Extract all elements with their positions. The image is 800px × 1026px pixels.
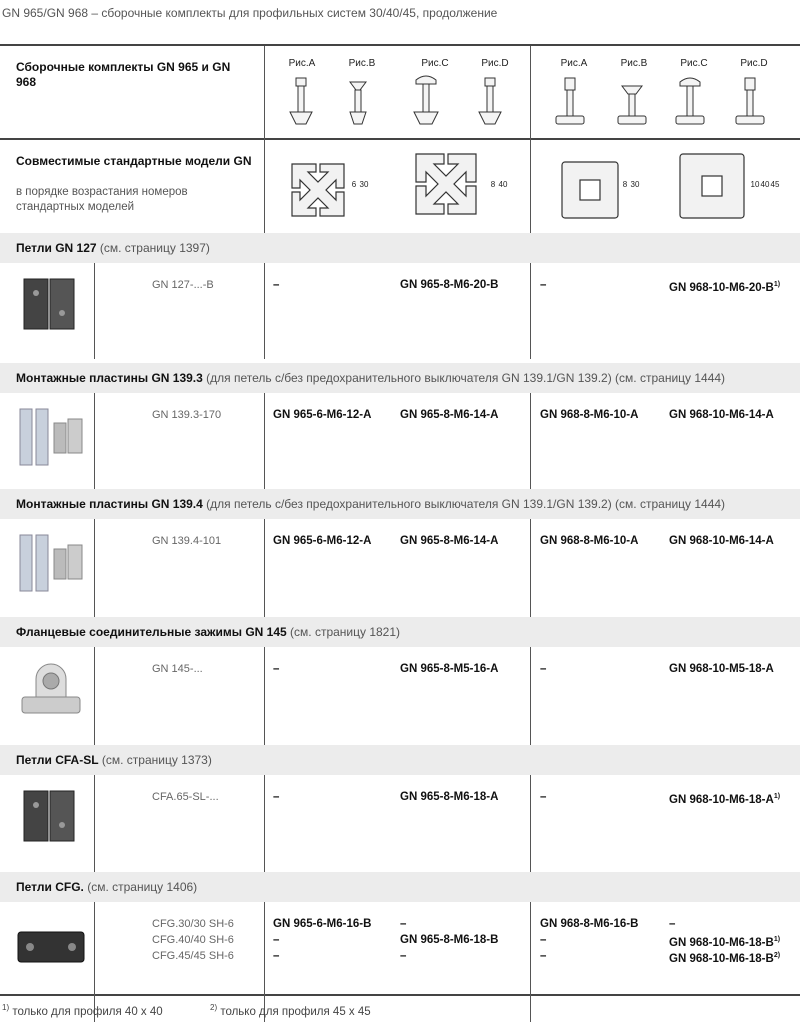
section-title: Петли CFG. xyxy=(16,880,84,894)
kit-code: GN 965-8-M6-18-B xyxy=(400,934,499,946)
kit-code: GN 968-10-M6-14-A xyxy=(669,535,774,547)
fig-label: Рис.A xyxy=(560,58,588,69)
kit-code: – xyxy=(669,918,676,930)
divider xyxy=(530,775,531,872)
section-page-ref: (для петель с/без предохранительного выключателя GN 139.1/GN 139.2) (см. страницу 1444) xyxy=(202,371,726,385)
kit-code: – xyxy=(273,791,280,803)
dim-label: 30 xyxy=(630,180,640,189)
divider xyxy=(530,46,531,233)
header-row-profiles xyxy=(0,138,800,235)
divider xyxy=(264,647,265,745)
screw-drawings xyxy=(280,74,800,132)
kit-code: GN 968-10-M6-14-A xyxy=(669,409,774,421)
section-page-ref: (см. страницу 1373) xyxy=(98,753,212,767)
kit-code: – xyxy=(400,950,407,962)
fig-label: Рис.D xyxy=(481,58,509,69)
clamp-photo xyxy=(16,657,86,727)
header-kits-label: Сборочные комплекты GN 965 и GN 968 xyxy=(16,60,231,89)
kit-code: – xyxy=(540,950,547,962)
section-title: Монтажные пластины GN 139.3 xyxy=(16,371,203,385)
kit-code: GN 965-8-M6-20-B xyxy=(400,279,499,291)
section-header xyxy=(0,872,800,902)
section-header xyxy=(0,489,800,519)
kit-code: – xyxy=(273,663,280,675)
footnote-mark: 1) xyxy=(773,793,781,800)
footnote-mark: 1) xyxy=(773,281,781,288)
divider xyxy=(264,775,265,872)
dim-label: 30 xyxy=(359,180,369,189)
product-table xyxy=(0,44,800,996)
kit-code: – xyxy=(540,791,547,803)
divider xyxy=(264,519,265,617)
model-names: CFA.65-SL-... xyxy=(152,791,219,803)
model-names: CFG.30/30 SH-6 CFG.40/40 SH-6 CFG.45/45 SH-6 xyxy=(152,918,234,962)
kit-code: GN 968-10-M5-18-A xyxy=(669,663,774,675)
header-profiles-sub: в порядке возрастания номеров стандартных моделей xyxy=(16,186,188,213)
divider xyxy=(94,263,95,359)
kit-code: – xyxy=(400,918,407,930)
kit-code: GN 965-8-M6-14-A xyxy=(400,409,499,421)
divider xyxy=(530,519,531,617)
kit-code: GN 965-8-M5-16-A xyxy=(400,663,499,675)
plate-photo xyxy=(16,403,86,473)
kit-code: GN 965-6-M6-12-A xyxy=(273,409,372,421)
hinge-photo xyxy=(16,785,86,855)
kit-code: GN $968-10-M6-18-A^{1)}$ xyxy=(669,793,781,806)
divider xyxy=(94,519,95,617)
page-title: GN 965/GN 968 – сборочные комплекты для профильных систем 30/40/45, продолжение xyxy=(2,6,498,20)
divider xyxy=(530,902,531,1022)
dim-label: 40 xyxy=(760,180,770,189)
divider xyxy=(264,393,265,489)
kit-code: – xyxy=(273,934,280,946)
kit-code: – xyxy=(540,279,547,291)
kit-code: – xyxy=(540,663,547,675)
divider xyxy=(94,775,95,872)
section-title: Фланцевые соединительные зажимы GN 145 xyxy=(16,625,287,639)
section-page-ref: (см. страницу 1821) xyxy=(286,625,401,639)
model-names: GN 139.3-170 xyxy=(152,409,222,421)
section-header xyxy=(0,617,800,647)
footnote-2: $^{2)}$ только для профиля 45 x 45 xyxy=(210,1003,371,1018)
kit-code: GN 968-8-M6-16-B xyxy=(540,918,639,930)
kit-code: GN 965-6-M6-12-A xyxy=(273,535,372,547)
kit-code: GN 965-8-M6-18-A xyxy=(400,791,499,803)
divider xyxy=(264,263,265,359)
divider xyxy=(94,393,95,489)
section-header xyxy=(0,233,800,263)
plate-photo xyxy=(16,529,86,599)
dim-label: 6 xyxy=(351,180,357,189)
dim-label: 40 xyxy=(498,180,508,189)
kit-code: – xyxy=(540,934,547,946)
kit-code: GN $968-10-M6-18-B^{1)}$ xyxy=(669,936,781,949)
kit-code: – xyxy=(273,279,280,291)
fig-label: Рис.A xyxy=(288,58,316,69)
section-title: Монтажные пластины GN 139.4 xyxy=(16,497,203,511)
model-names: GN 139.4-101 xyxy=(152,535,222,547)
section-header xyxy=(0,745,800,775)
header-profiles-label: Совместимые стандартные модели GN xyxy=(16,154,252,168)
section-page-ref: (для петель с/без предохранительного выключателя GN 139.1/GN 139.2) (см. страницу 1444) xyxy=(202,497,726,511)
fig-label: Рис.C xyxy=(680,58,708,69)
fig-label: Рис.B xyxy=(620,58,648,69)
fig-label: Рис.B xyxy=(348,58,376,69)
kit-code: GN 965-8-M6-14-A xyxy=(400,535,499,547)
hinge-photo xyxy=(16,912,86,982)
kit-code: GN $968-10-M6-20-B^{1)}$ xyxy=(669,281,781,294)
section-header xyxy=(0,363,800,393)
model-names: GN 145-... xyxy=(152,663,203,675)
divider xyxy=(530,647,531,745)
section-page-ref: (см. страницу 1406) xyxy=(83,880,198,894)
fig-label: Рис.C xyxy=(421,58,449,69)
hinge-photo xyxy=(16,273,86,343)
kit-code: – xyxy=(273,950,280,962)
header-row-kits xyxy=(0,46,800,140)
kit-code: GN 965-6-M6-16-B xyxy=(273,918,372,930)
divider xyxy=(530,263,531,359)
divider xyxy=(264,46,265,233)
section-title: Петли GN 127 xyxy=(16,241,97,255)
dim-label: 10 xyxy=(750,180,760,189)
kit-code: GN 968-8-M6-10-A xyxy=(540,535,639,547)
kit-code: GN 968-8-M6-10-A xyxy=(540,409,639,421)
footnote-mark: 1) xyxy=(773,936,781,943)
divider xyxy=(94,647,95,745)
dim-label: 8 xyxy=(490,180,496,189)
footnote-1: $^{1)}$ только для профиля 40 x 40 xyxy=(2,1003,163,1018)
section-page-ref: (см. страницу 1397) xyxy=(96,241,210,255)
footnote-mark: 2) xyxy=(773,952,781,959)
dim-label: 8 xyxy=(622,180,628,189)
dim-label: 45 xyxy=(770,180,780,189)
divider xyxy=(530,393,531,489)
model-names: GN 127-...-B xyxy=(152,279,214,291)
kit-code: GN $968-10-M6-18-B^{2)}$ xyxy=(669,952,781,965)
fig-label: Рис.D xyxy=(740,58,768,69)
section-title: Петли CFA-SL xyxy=(16,753,99,767)
